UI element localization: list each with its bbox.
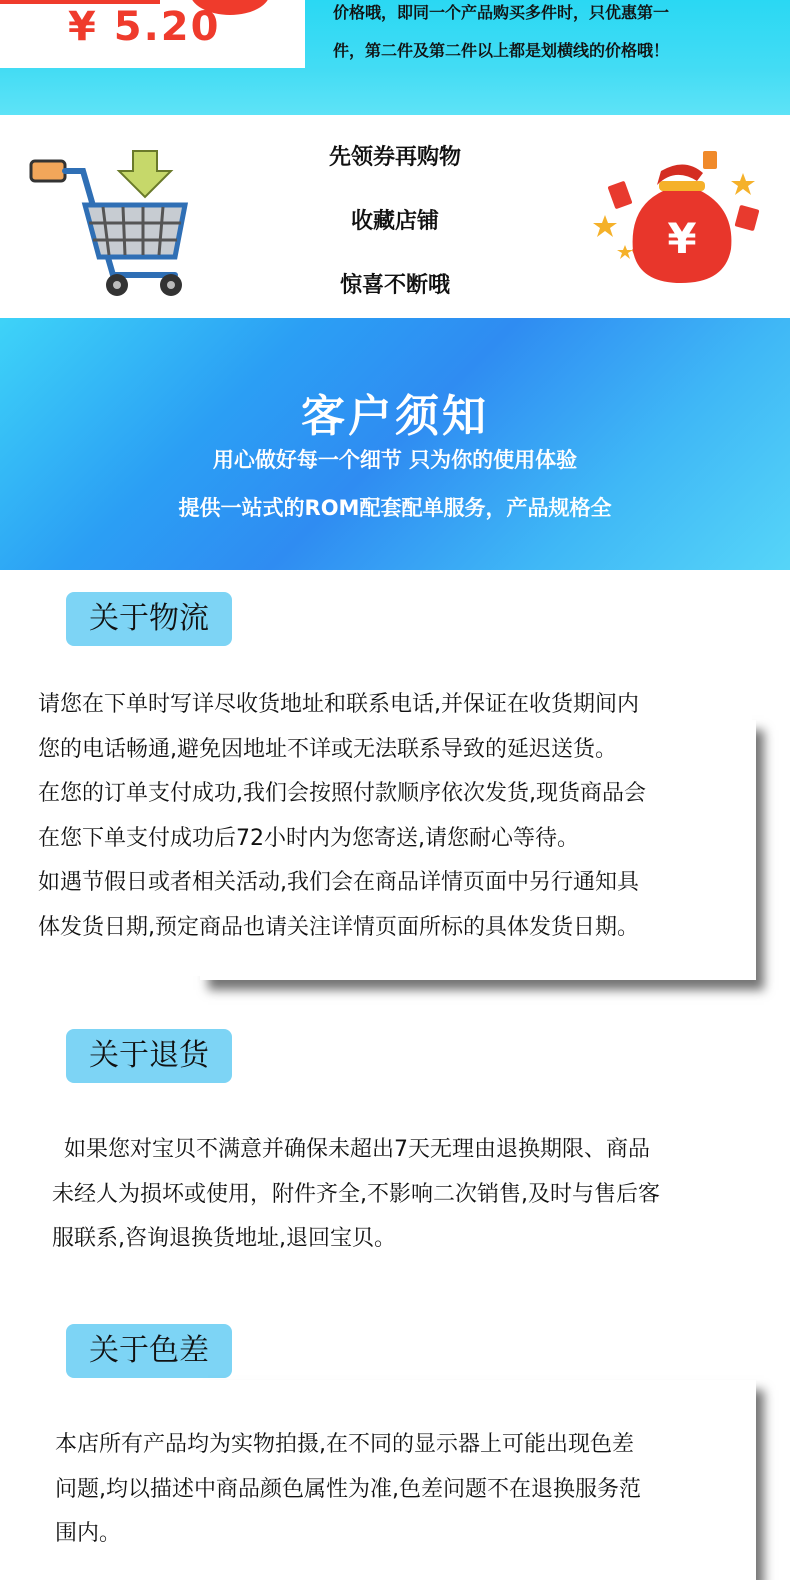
promo-line-surprise: 惊喜不断哦 xyxy=(339,273,450,298)
logistics-text xyxy=(38,683,758,950)
section-tag-returns: 关于退货 xyxy=(66,1029,232,1083)
returns-line: 未经人为损坏或使用，附件齐全,不影响二次销售,及时与售后客 xyxy=(52,1181,660,1207)
notice-subtitle-1: 用心做好每一个细节 只为你的使用体验 xyxy=(212,448,578,472)
section-tag-color: 关于色差 xyxy=(66,1324,232,1378)
banner-note-line2: 件，第二件及第二件以上都是划横线的价格哦！ xyxy=(333,41,670,60)
logistics-line: 在您的订单支付成功,我们会按照付款顺序依次发货,现货商品会 xyxy=(38,781,646,806)
color-line: 本店所有产品均为实物拍摄,在不同的显示器上可能出现色差 xyxy=(55,1432,634,1457)
promo-line-coupon: 先领券再购物 xyxy=(328,145,461,170)
returns-text xyxy=(52,1128,762,1262)
price-label: ¥ 5.20 xyxy=(68,4,221,50)
promo-line-favorite: 收藏店铺 xyxy=(350,209,439,234)
logistics-line: 请您在下单时写详尽收货地址和联系电话,并保证在收货期间内 xyxy=(38,692,639,717)
logistics-line: 体发货日期,预定商品也请关注详情页面所标的具体发货日期。 xyxy=(38,914,639,940)
svg-text:¥: ¥ xyxy=(667,214,697,263)
color-line: 问题,均以描述中商品颜色属性为准,色差问题不在退换服务范 xyxy=(55,1476,641,1502)
section-tag-logistics: 关于物流 xyxy=(66,592,232,646)
notice-subtitle-2: 提供一站式的ROM配套配单服务，产品规格全 xyxy=(178,496,612,520)
notice-title: 客户须知 xyxy=(301,391,489,442)
color-line: 围内。 xyxy=(55,1521,122,1546)
banner-note-line1: 价格哦，即同一个产品购买多件时，只优惠第一 xyxy=(333,3,670,22)
logistics-line: 您的电话畅通,避免因地址不详或无法联系导致的延迟送货。 xyxy=(38,736,617,762)
logistics-line: 如遇节假日或者相关活动,我们会在商品详情页面中另行通知具 xyxy=(38,870,639,895)
logistics-line: 在您下单支付成功后72小时内为您寄送,请您耐心等待。 xyxy=(38,825,579,851)
red-envelope-money-bag-icon xyxy=(585,145,765,290)
returns-line: 服联系,咨询退换货地址,退回宝贝。 xyxy=(52,1226,396,1251)
returns-line: 如果您对宝贝不满意并确保未超出7天无理由退换期限、商品 xyxy=(64,1137,650,1162)
color-text xyxy=(55,1423,755,1557)
